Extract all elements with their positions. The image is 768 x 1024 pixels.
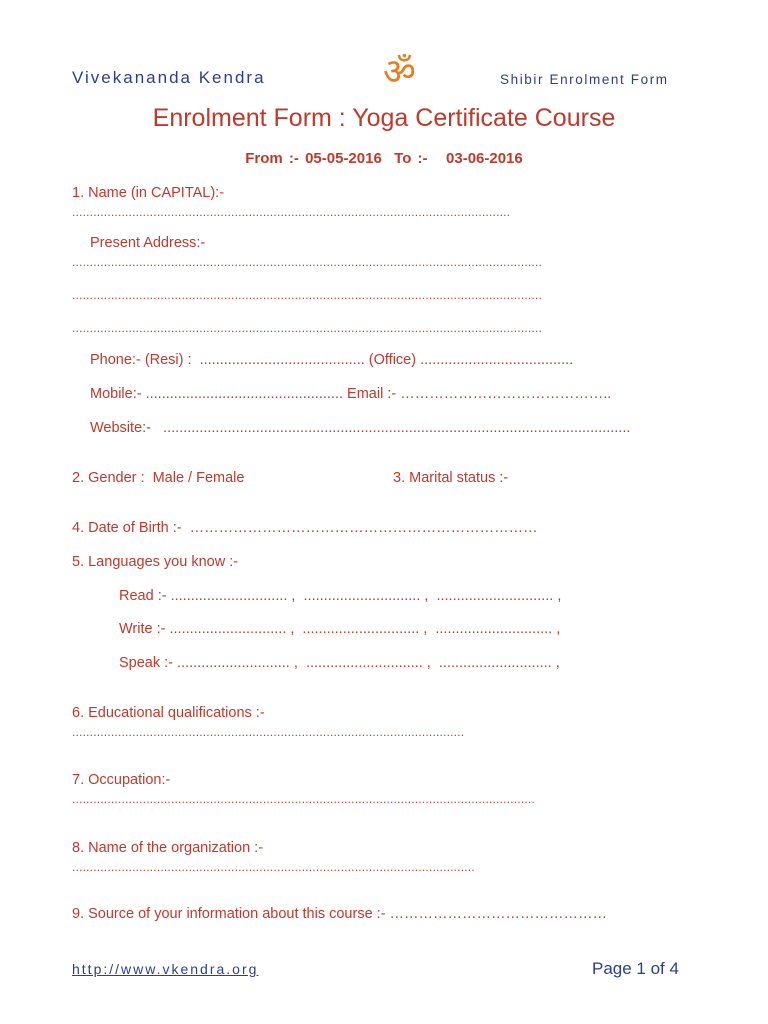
languages-label: 5. Languages you know :- bbox=[72, 554, 239, 570]
mobile-email-field[interactable]: Mobile:- ................................................. Email :- …………………………………….. bbox=[90, 386, 612, 402]
name-field[interactable]: ............................................................................................................................ bbox=[72, 205, 511, 219]
address-field-line-2[interactable]: ..................................................................................................................................... bbox=[72, 288, 543, 302]
languages-read-field[interactable]: Read :- ............................. , ............................. , ............................. , bbox=[119, 588, 562, 604]
address-field-line-1[interactable]: ..................................................................................................................................... bbox=[72, 255, 543, 269]
organization-field[interactable]: .................................................................................................................. bbox=[72, 860, 475, 874]
page-number: Page 1 of 4 bbox=[592, 959, 679, 978]
education-field[interactable]: ............................................................................................................... bbox=[72, 725, 465, 739]
address-label: Present Address:- bbox=[90, 235, 206, 251]
marital-status-field[interactable]: 3. Marital status :- bbox=[393, 470, 509, 486]
organization-label: 8. Name of the organization :- bbox=[72, 840, 264, 856]
gender-field[interactable]: 2. Gender : Male / Female bbox=[72, 470, 245, 486]
phone-field[interactable]: Phone:- (Resi) : ......................................... (Office) ...................................... bbox=[90, 352, 574, 368]
website-link[interactable]: http://www.vkendra.org bbox=[72, 961, 259, 977]
om-logo: ॐ bbox=[383, 52, 416, 93]
occupation-label: 7. Occupation:- bbox=[72, 772, 171, 788]
page-title: Enrolment Form : Yoga Certificate Course bbox=[152, 104, 616, 132]
name-label: 1. Name (in CAPITAL):- bbox=[72, 185, 225, 201]
address-field-line-3[interactable]: ..................................................................................................................................... bbox=[72, 321, 543, 335]
header-form-type: Shibir Enrolment Form bbox=[500, 72, 669, 87]
date-of-birth-field[interactable]: 4. Date of Birth :- ……………………………………………………………… bbox=[72, 520, 538, 536]
header-org: Vivekananda Kendra bbox=[72, 68, 266, 87]
languages-write-field[interactable]: Write :- ............................. , ............................. , ............................. , bbox=[119, 621, 561, 637]
information-source-field[interactable]: 9. Source of your information about this course :- ……………………………………… bbox=[72, 906, 608, 922]
education-label: 6. Educational qualifications :- bbox=[72, 705, 265, 721]
course-dates: From :- 05-05-2016 To :- 03-06-2016 bbox=[245, 150, 523, 167]
website-field[interactable]: Website:- .................................................................................................................... bbox=[90, 420, 631, 436]
occupation-field[interactable]: ................................................................................................................................... bbox=[72, 792, 535, 806]
languages-speak-field[interactable]: Speak :- ............................ , ............................. , ............................ , bbox=[119, 655, 560, 671]
